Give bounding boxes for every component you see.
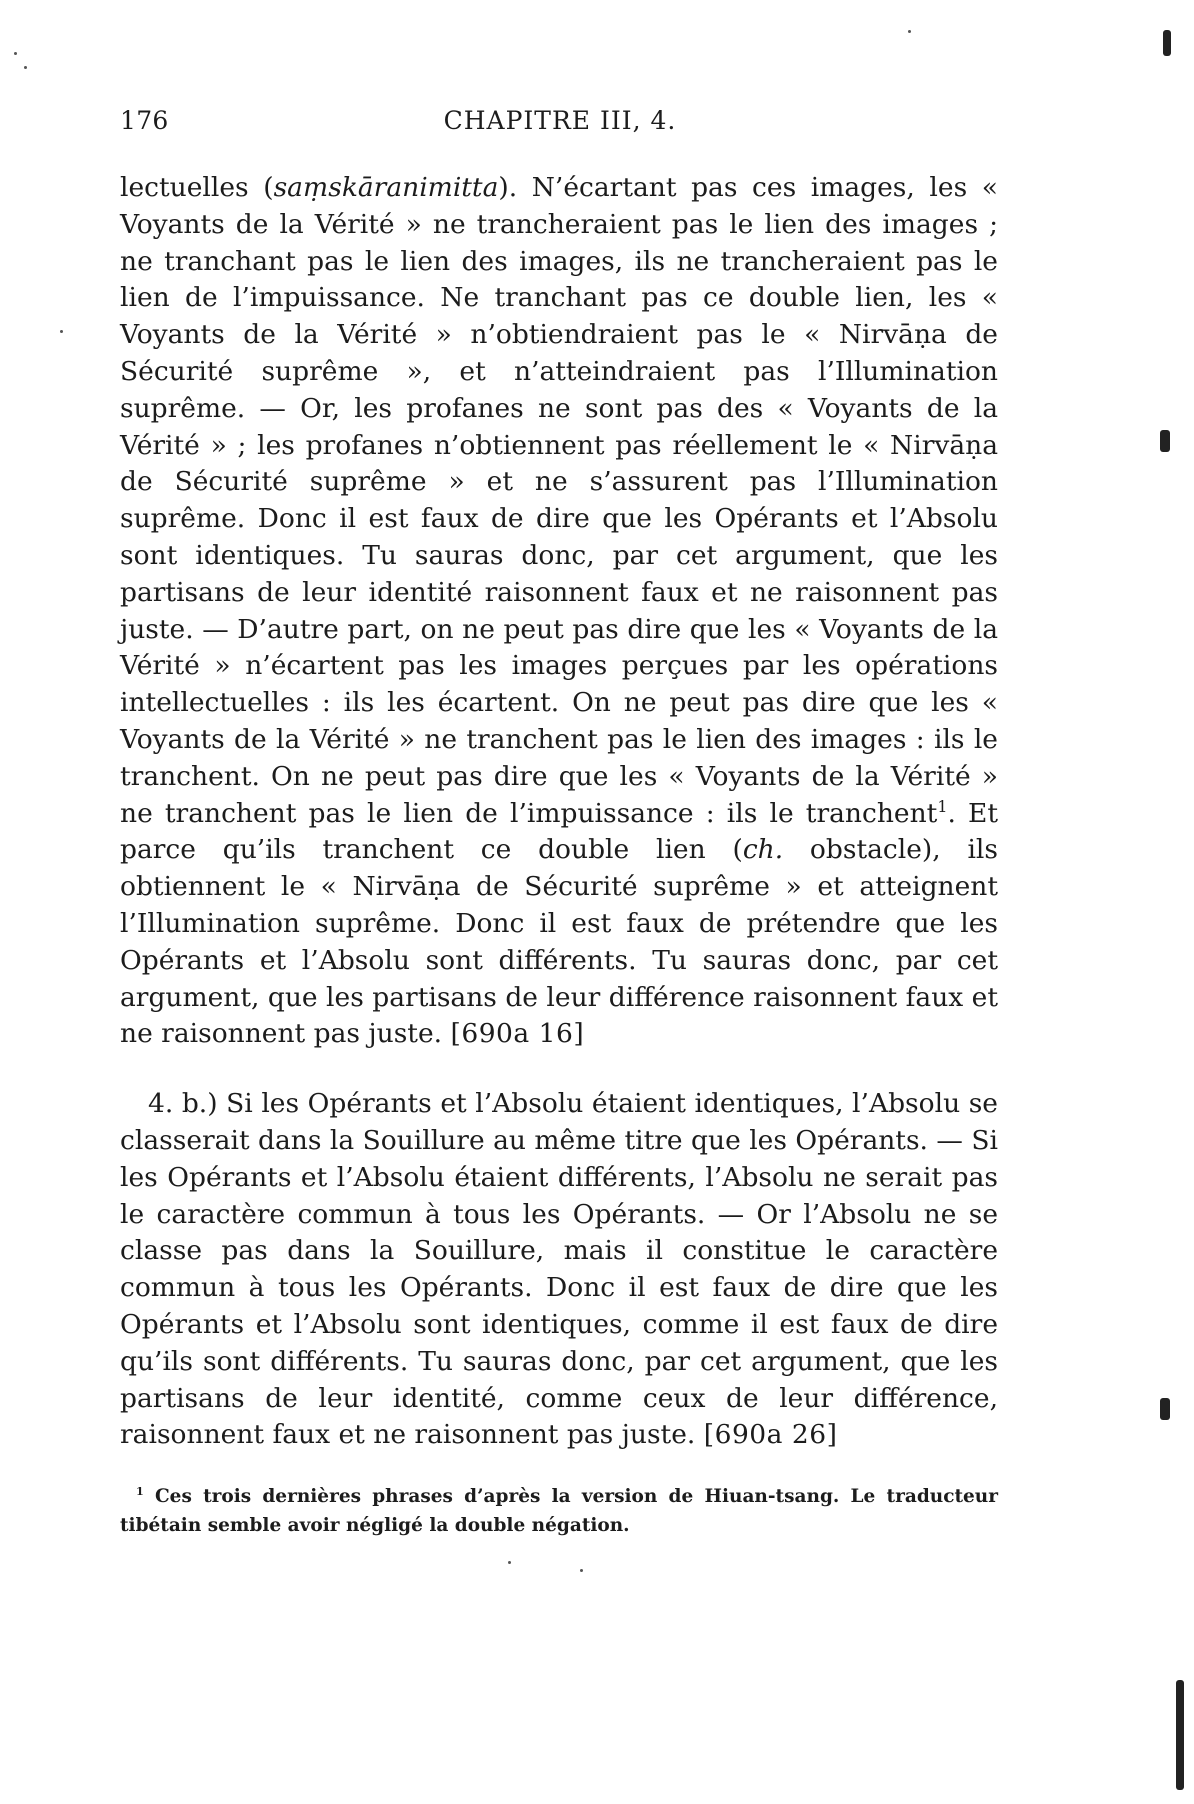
scan-speck	[60, 330, 63, 333]
paragraph-1-text-b: . Et parce qu’ils tranchent ce double lien (	[120, 797, 999, 866]
running-head: CHAPITRE III, 4.	[443, 106, 677, 135]
paragraph-2-text: 4. b.) Si les Opérants et l’Absolu étaient identiques, l’Absolu se classerait dans la Souillure au même titre que les Opérants. — Si les Opérants et l’Absolu étaient différents, l’Absolu ne serait pas le caractère commun à tous les Opérants. — Or l’Absolu ne se classe pas dans la Souillure, mais il constitue le caractère commun à tous les Opérants. Donc il est faux de dire que les Opérants et l’Absolu sont identiques, comme il est faux de dire qu’ils sont différents. Tu sauras donc, par cet argument, que les partisans de leur identité, comme ceux de leur différence, raisonnent faux et ne raisonnent pas juste.	[120, 1088, 998, 1451]
scan-edge-mark	[1160, 430, 1170, 452]
footnote	[120, 1482, 998, 1540]
scan-edge-mark	[1163, 30, 1171, 56]
page-header	[120, 106, 1000, 142]
scan-speck	[14, 52, 17, 55]
footnote-reference[interactable]: 1	[937, 796, 948, 816]
scan-speck	[580, 1569, 583, 1572]
scan-edge-mark	[1176, 1680, 1184, 1790]
paragraph-1-text-a: ). N’écartant pas ces images, les « Voyants de la Vérité » ne trancheraient pas le lien des images ; ne tranchant pas le lien des images, ils ne trancheraient pas le lien de l’impuissance. Ne tranchant pas ce double lien, les « Voyants de la Vérité » n’obtiendraient pas le « Nirvāṇa de Sécurité suprême », et n’atteindraient pas l’Illumination suprême. — Or, les profanes ne sont pas des « Voyants de la Vérité » ; les profanes n’obtiennent pas réellement le « Nirvāṇa de Sécurité suprême » et ne s’assurent pas l’Illumination suprême. Donc il est faux de dire que les Opérants et l’Absolu sont identiques. Tu sauras donc, par cet argument, que les partisans de leur identité raisonnent faux et ne raisonnent pas juste. — D’autre part, on ne peut pas dire que les « Voyants de la Vérité » n’écartent pas les images perçues par les opérations intellectuelles : ils les écartent. On ne peut pas dire que les « Voyants de la Vérité » ne tranchent pas le lien des images : ils le tranchent. On ne peut pas dire que les « Voyants de la Vérité » ne tranchent pas le lien de l’impuissance : ils le tranchent	[120, 172, 998, 829]
page-number: 176	[120, 106, 169, 135]
paragraph-1	[120, 170, 998, 1053]
footnote-mark: 1	[136, 1484, 144, 1498]
scan-speck	[908, 30, 911, 33]
paragraph-1-text-c: obstacle), ils obtiennent le « Nirvāṇa de Sécurité suprême » et atteignent l’Illumination suprême. Donc il est faux de prétendre que les Opérants et l’Absolu sont différents. Tu sauras donc, par cet argument, que les partisans de leur différence raisonnent faux et ne raisonnent pas juste.	[120, 834, 998, 1050]
scan-speck	[508, 1561, 511, 1564]
source-reference-1: [690a 16]	[450, 1018, 585, 1050]
scan-edge-mark	[1160, 1398, 1170, 1420]
scan-speck	[24, 66, 27, 69]
source-reference-2: [690a 26]	[703, 1419, 838, 1451]
abbreviation-ch: ch.	[742, 834, 784, 866]
main-text	[120, 170, 998, 1454]
sanskrit-term: saṃskāranimitta	[273, 172, 499, 203]
footnote-text: Ces trois dernières phrases d’après la version de Hiuan-tsang. Le traducteur tibétain semble avoir négligé la double négation.	[120, 1486, 998, 1536]
paragraph-1-start: lectuelles (	[120, 172, 274, 203]
paragraph-2	[120, 1086, 998, 1454]
